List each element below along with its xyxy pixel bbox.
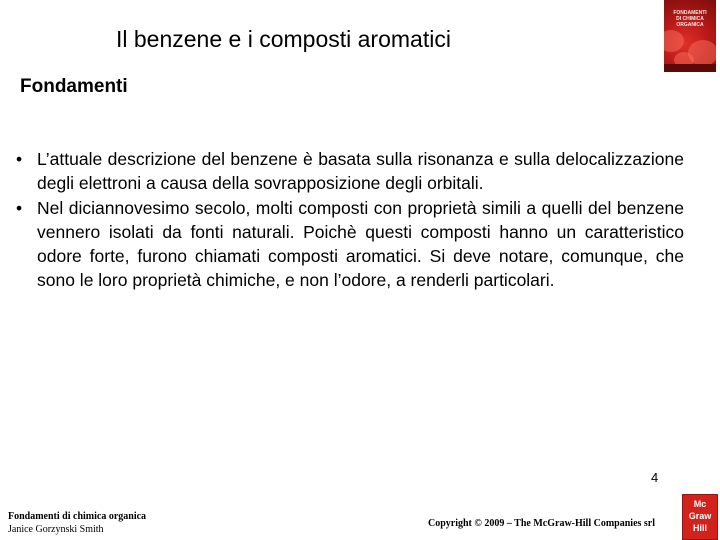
logo-text: Mc Graw Hill <box>688 499 712 533</box>
slide-subtitle: Fondamenti <box>20 76 128 97</box>
bullet-text: L’attuale descrizione del benzene è basata sulla risonanza e sulla delocalizzazione degli elettroni a causa della sovrapposizione degli orbitali. <box>37 149 684 193</box>
bullet-icon: • <box>16 198 23 218</box>
bullet-list <box>16 147 684 293</box>
bullet-item <box>16 147 684 195</box>
footer-author: Janice Gorzynski Smith <box>8 524 104 535</box>
footer-book-title: Fondamenti di chimica organica <box>8 511 147 522</box>
mcgraw-hill-logo <box>682 494 718 540</box>
slide-title: Il benzene e i composti aromatici <box>116 26 451 52</box>
book-cover-image <box>664 0 716 72</box>
bullet-text: Nel diciannovesimo secolo, molti composti con proprietà simili a quelli del benzene vennero isolati da fonti naturali. Poichè questi composti hanno un caratteristico odore forte, furono chiamati composti aromatici. Si deve notare, comunque, che sono le loro proprietà chimiche, e non l’odore, a renderli particolari. <box>37 198 684 290</box>
book-cover-title: FONDAMENTI DI CHIMICA ORGANICA <box>673 10 707 28</box>
bullet-item <box>16 196 684 292</box>
bullet-icon: • <box>16 149 23 169</box>
page-number: 4 <box>651 470 659 485</box>
footer-book-info <box>8 510 146 536</box>
footer-copyright: Copyright © 2009 – The McGraw-Hill Companies srl <box>428 518 656 529</box>
